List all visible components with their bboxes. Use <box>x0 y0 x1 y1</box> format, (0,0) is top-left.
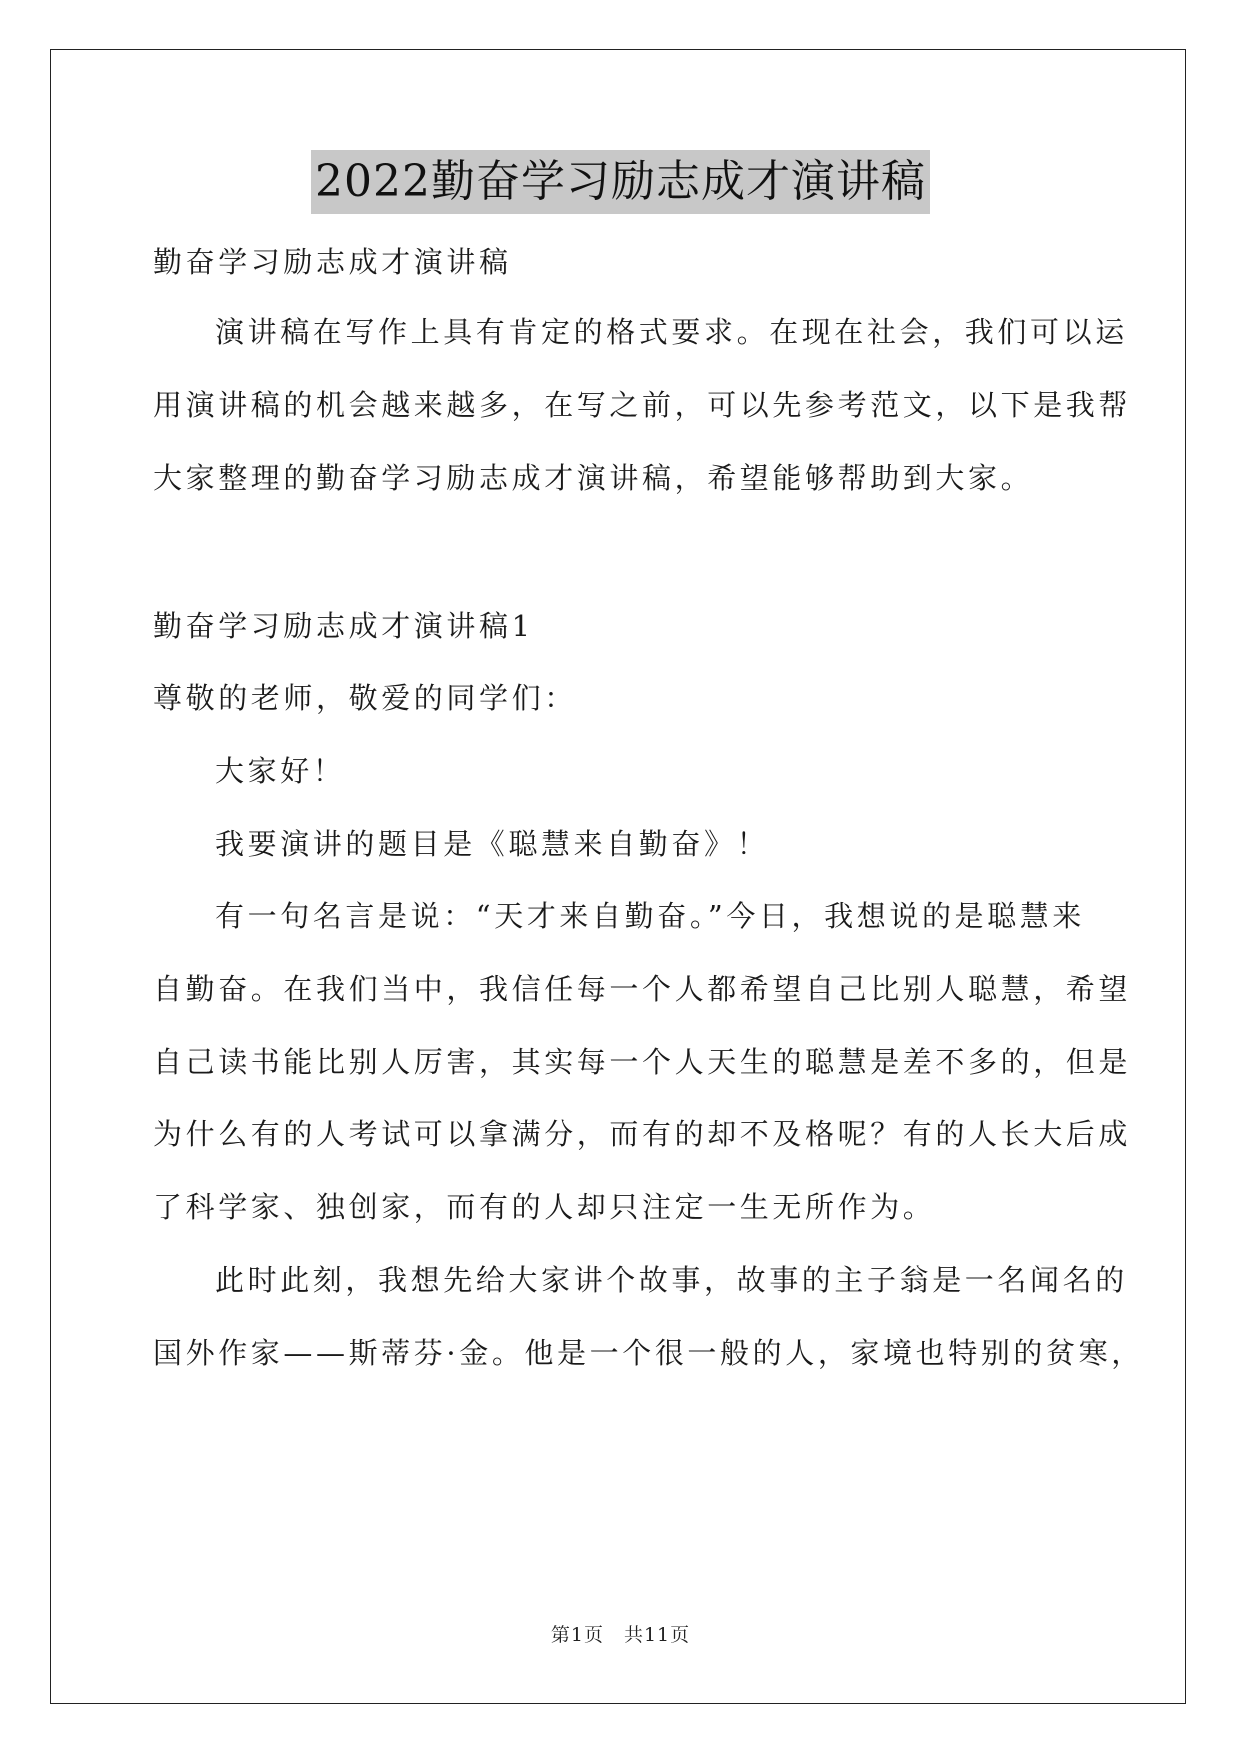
paragraph-line: 自勤奋。在我们当中，我信任每一个人都希望自己比别人聪慧，希望 <box>153 972 1132 1006</box>
paragraph-line: 大家好！ <box>215 754 346 788</box>
paragraph-line: 演讲稿在写作上具有肯定的格式要求。在现在社会，我们可以运 <box>215 315 1128 349</box>
paragraph-line: 我要演讲的题目是《聪慧来自勤奋》！ <box>215 827 770 861</box>
paragraph-line: 有一句名言是说：“天才来自勤奋。”今日，我想说的是聪慧来 <box>215 899 1085 933</box>
page-border <box>50 49 1186 1704</box>
paragraph-line: 为什么有的人考试可以拿满分，而有的却不及格呢？有的人长大后成 <box>153 1117 1132 1151</box>
paragraph-line: 此时此刻，我想先给大家讲个故事，故事的主子翁是一名闻名的 <box>215 1263 1128 1297</box>
paragraph-line: 用演讲稿的机会越来越多，在写之前，可以先参考范文，以下是我帮 <box>153 388 1132 422</box>
subtitle-line: 勤奋学习励志成才演讲稿 <box>153 245 512 279</box>
title-container <box>0 150 1241 214</box>
page-number-footer: 第1页 共11页 <box>550 1624 691 1646</box>
paragraph-line: 自己读书能比别人厉害，其实每一个人天生的聪慧是差不多的，但是 <box>153 1045 1132 1079</box>
document-title: 2022勤奋学习励志成才演讲稿 <box>311 150 930 214</box>
paragraph-line: 国外作家——斯蒂芬·金。他是一个很一般的人，家境也特别的贫寒， <box>153 1336 1144 1370</box>
paragraph-line: 大家整理的勤奋学习励志成才演讲稿，希望能够帮助到大家。 <box>153 461 1034 495</box>
paragraph-line: 了科学家、独创家，而有的人却只注定一生无所作为。 <box>153 1190 936 1224</box>
salutation-line: 尊敬的老师，敬爱的同学们： <box>153 681 577 715</box>
section-heading: 勤奋学习励志成才演讲稿1 <box>153 609 534 643</box>
